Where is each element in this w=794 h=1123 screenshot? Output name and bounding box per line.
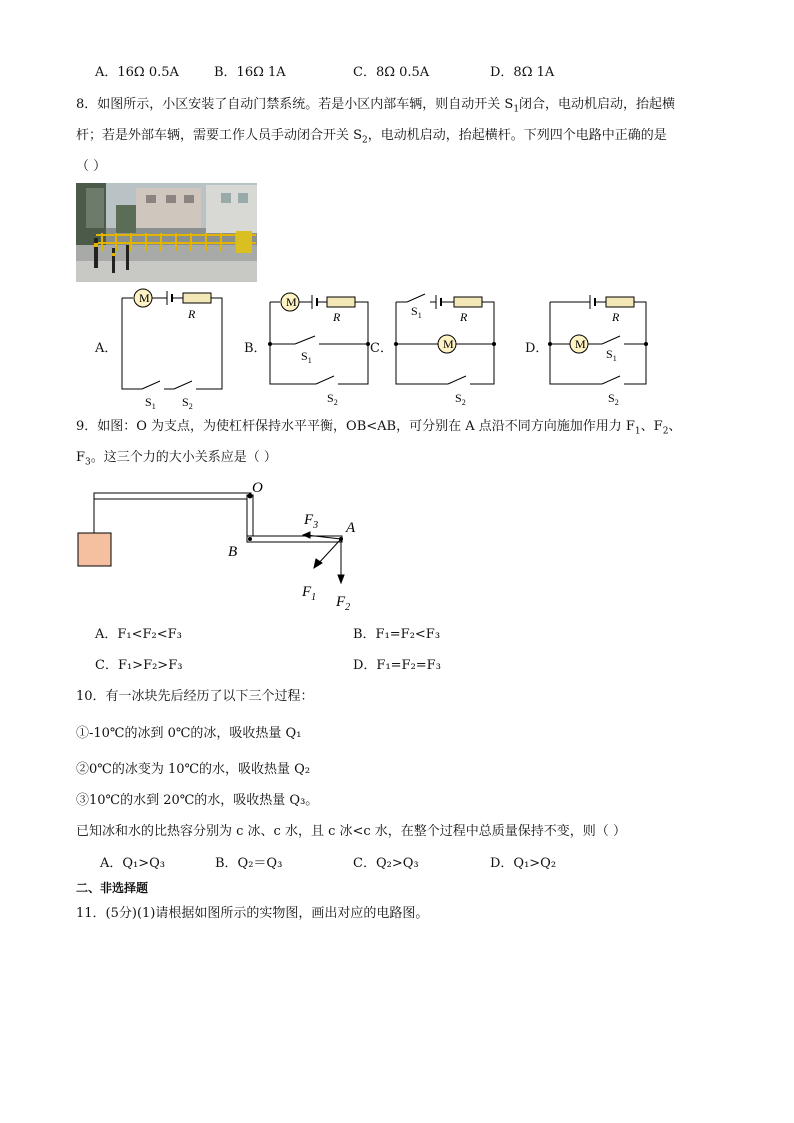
q9-line1: 9．如图：O 为支点，为使杠杆保持水平平衡，OB<AB，可分别在 A 点沿不同方向施加作用力 $F_1$、$F_2$、 [76, 419, 682, 437]
q7-option-c: C．8Ω 0.5A [353, 65, 430, 80]
q9-option-d: D．F₁=F₂=F₃ [353, 658, 441, 673]
label-o: O [252, 480, 263, 496]
q9-option-b: B．F₁=F₂<F₃ [353, 627, 441, 642]
switch-label: $S_2$ [327, 391, 338, 407]
q9-option-a: A．F₁<F₂<F₃ [95, 627, 182, 642]
motor-label: M [575, 337, 586, 351]
motor-label: M [286, 295, 297, 309]
q7-option-b: B．16Ω 1A [214, 65, 286, 80]
resistor-label: R [333, 310, 341, 324]
resistor-label: R [460, 310, 468, 324]
switch-label: $S_1$ [606, 347, 617, 363]
circuit-a [122, 289, 222, 389]
label-f3: $F_3$ [304, 512, 319, 531]
switch-label: $S_1$ [301, 349, 312, 365]
q8-line1: 8．如图所示，小区安装了自动门禁系统。若是小区内部车辆，则自动开关 $S_1$闭合，电动机启动，抬起横 [76, 97, 676, 115]
label-f1: $F_1$ [302, 584, 317, 603]
q11-line1: 11．(5分)(1)请根据如图所示的实物图，画出对应的电路图。 [76, 906, 429, 921]
label-b: B [228, 544, 238, 560]
q7-option-d: D．8Ω 1A [490, 65, 555, 80]
motor-label: M [139, 291, 150, 305]
q8-line2: 杆；若是外部车辆，需要工作人员手动闭合开关 $S_2$，电动机启动，抬起横杆。下列四个电路中正确的是 [76, 128, 667, 146]
q7-option-a: A．16Ω 0.5A [95, 65, 179, 80]
switch-label: $S_1$ [145, 395, 156, 410]
q10-process-1: ①-10℃的冰到 0℃的冰，吸收热量 Q₁ [76, 726, 302, 741]
switch-label: $S_1$ [411, 304, 422, 320]
circuit-b [270, 293, 368, 384]
q9-line2: $F_3$。这三个力的大小关系应是（ ） [76, 450, 277, 468]
gate-photo [76, 183, 257, 282]
switch-label: $S_2$ [182, 395, 193, 410]
q8-option-c: C． [370, 341, 393, 356]
section-title: 二、非选择题 [76, 881, 149, 895]
q10-process-3: ③10℃的水到 20℃的水，吸收热量 Q₃。 [76, 793, 319, 808]
q9-option-c: C．F₁>F₂>F₃ [95, 658, 183, 673]
lever-diagram [70, 475, 370, 615]
resistor-label: R [612, 310, 620, 324]
q10-line1: 10．有一冰块先后经历了以下三个过程： [76, 689, 314, 704]
q8-option-d: D． [525, 341, 549, 356]
label-a: A [346, 520, 356, 536]
q10-option-a: A．Q₁>Q₃ [100, 856, 166, 871]
q8-option-b: B． [244, 341, 267, 356]
q8-option-a: A． [95, 341, 118, 356]
motor-label: M [443, 337, 454, 351]
circuit-d [550, 295, 646, 384]
label-f2: $F_2$ [336, 594, 351, 613]
q10-process-2: ②0℃的冰变为 10℃的水，吸收热量 Q₂ [76, 762, 311, 777]
q10-given: 已知冰和水的比热容分别为 c 冰、c 水，且 c 冰<c 水，在整个过程中总质量保持不变，则（ ） [76, 824, 626, 839]
q10-option-b: B．Q₂＝Q₃ [215, 856, 283, 871]
q8-line3: （ ） [76, 159, 107, 174]
switch-label: $S_2$ [608, 391, 619, 407]
q10-option-c: C．Q₂>Q₃ [353, 856, 419, 871]
switch-label: $S_2$ [455, 391, 466, 407]
resistor-label: R [188, 307, 196, 321]
q10-option-d: D．Q₁>Q₂ [490, 856, 557, 871]
